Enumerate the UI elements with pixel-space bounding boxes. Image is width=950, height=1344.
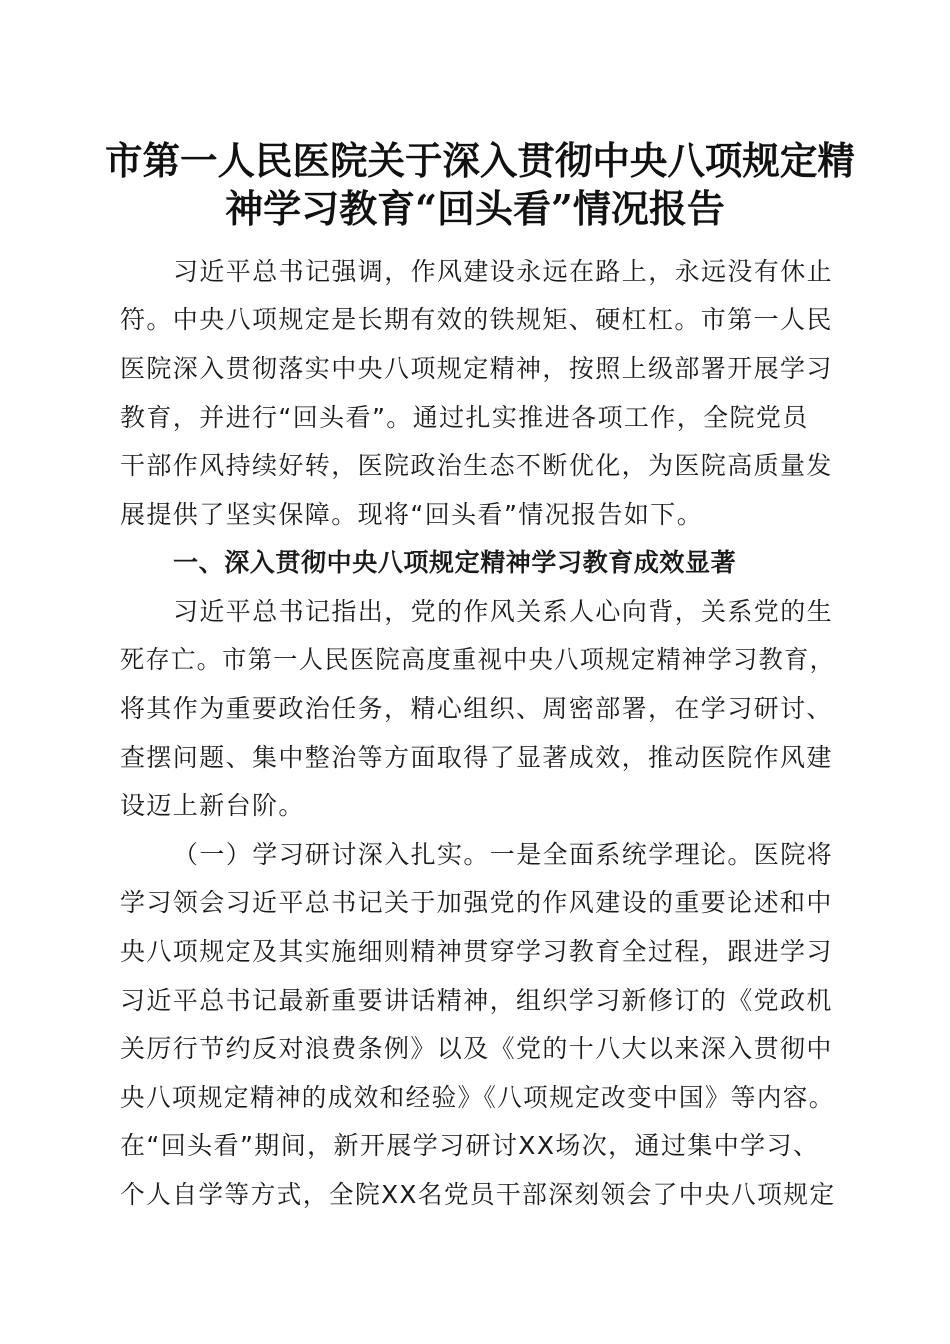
paragraph-2-line-4: 查摆问题、集中整治等方面取得了显著成效，推动医院作风建 [120,743,833,772]
paragraph-3-line-5: 关厉行节约反对浪费条例》以及《党的十八大以来深入贯彻中 [120,1034,833,1063]
paragraph-3-line-7: 在“回头看”期间，新开展学习研讨XX场次，通过集中学习、 [120,1131,820,1160]
paragraph-2-line-2: 死存亡。市第一人民医院高度重视中央八项规定精神学习教育， [120,645,836,674]
paragraph-1-line-6: 展提供了坚实保障。现将“回头看”情况报告如下。 [120,500,704,529]
document-title-line-1: 市第一人民医院关于深入贯彻中央八项规定精 [104,138,855,183]
paragraph-3-line-6: 央八项规定精神的成效和经验》《八项规定改变中国》等内容。 [120,1083,835,1112]
paragraph-2-line-3: 将其作为重要政治任务，精心组织、周密部署，在学习研讨、 [120,694,833,723]
paragraph-1-line-4: 教育，并进行“回头看”。通过扎实推进各项工作，全院党员 [120,403,809,432]
paragraph-1-line-1: 习近平总书记强调，作风建设永远在路上，永远没有休止 [173,257,834,286]
paragraph-2-line-5: 设迈上新台阶。 [120,791,305,820]
paragraph-3-line-8: 个人自学等方式，全院XX名党员干部深刻领会了中央八项规定 [120,1180,836,1209]
document-title-line-2: 神学习教育“回头看”情况报告 [225,186,725,231]
paragraph-3-line-1: （一）学习研讨深入扎实。一是全面系统学理论。医院将 [173,840,834,869]
paragraph-3-line-2: 学习领会习近平总书记关于加强党的作风建设的重要论述和中 [120,888,833,917]
paragraph-3-line-4: 习近平总书记最新重要讲话精神，组织学习新修订的《党政机 [120,986,833,1015]
section-1-heading: 一、深入贯彻中央八项规定精神学习教育成效显著 [173,548,737,577]
paragraph-3-line-3: 央八项规定及其实施细则精神贯穿学习教育全过程，跟进学习 [120,937,833,966]
paragraph-1-line-3: 医院深入贯彻落实中央八项规定精神，按照上级部署开展学习 [120,354,833,383]
paragraph-1-line-2: 符。中央八项规定是长期有效的铁规矩、硬杠杠。市第一人民 [120,305,833,334]
paragraph-2-line-1: 习近平总书记指出，党的作风关系人心向背，关系党的生 [173,597,834,626]
paragraph-1-line-5: 干部作风持续好转，医院政治生态不断优化，为医院高质量发 [120,451,833,480]
